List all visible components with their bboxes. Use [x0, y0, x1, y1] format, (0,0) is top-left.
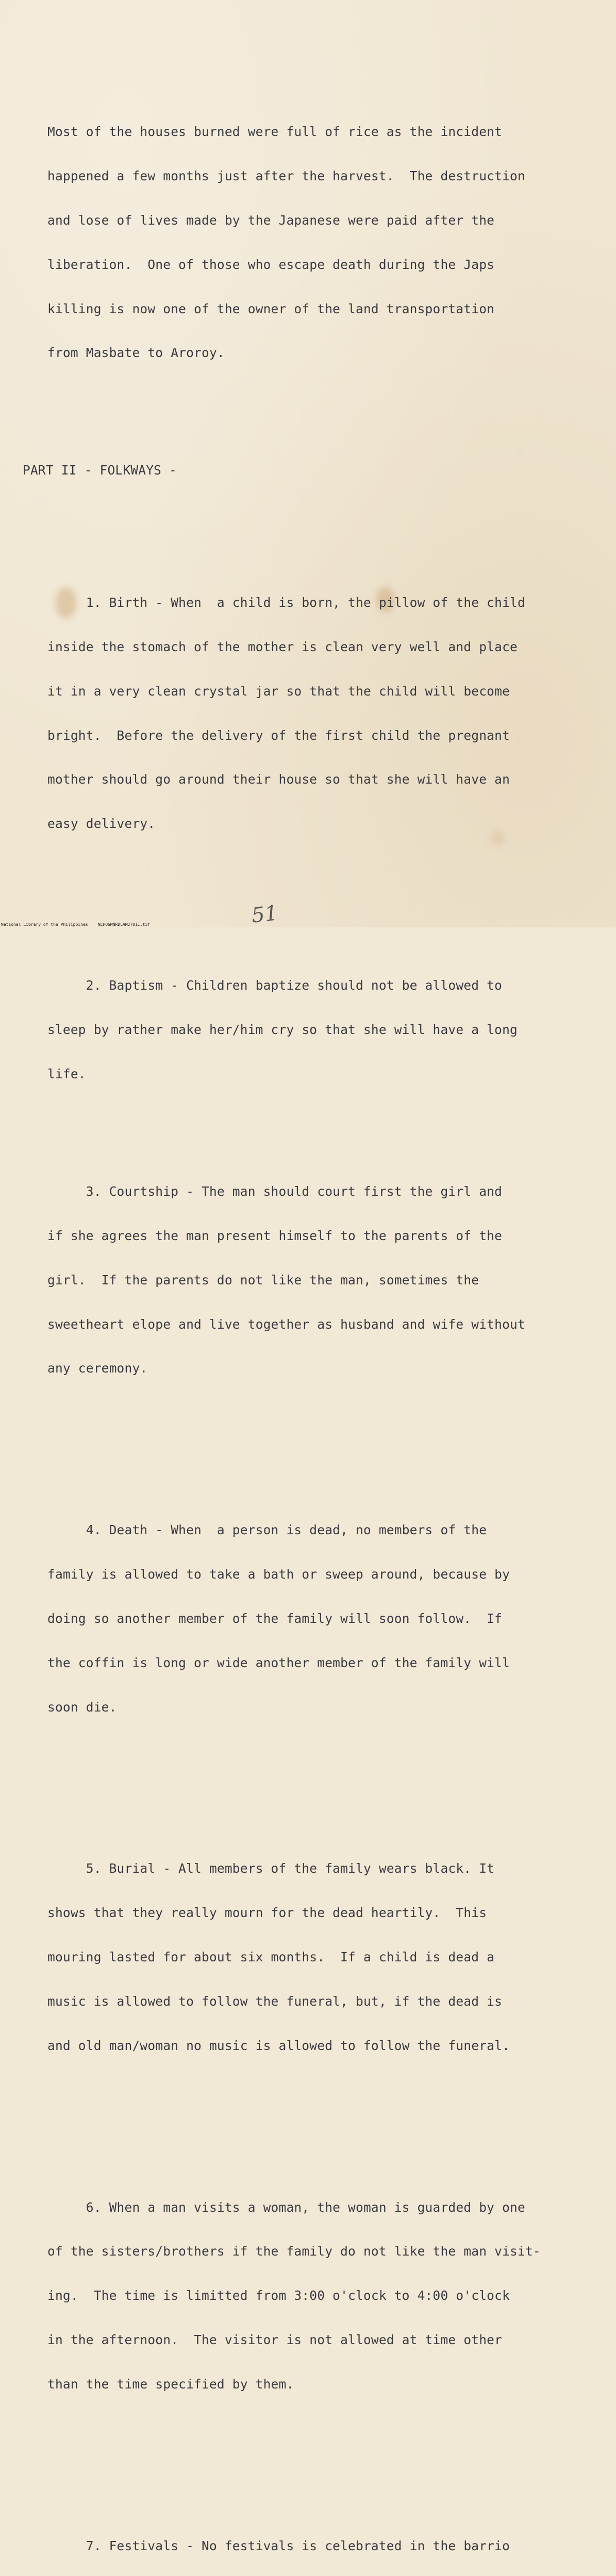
text-line: the coffin is long or wide another member of the family will: [47, 1655, 510, 1670]
folkway-visiting: [47, 2171, 599, 2421]
text-line: of the sisters/brothers if the family do not like the man visit-: [47, 2244, 541, 2259]
folkway-birth: [47, 566, 599, 861]
text-line: happened a few months just after the harvest. The destruction: [47, 168, 525, 184]
page-number: 51: [250, 901, 279, 928]
folkway-baptism: [47, 949, 599, 1111]
text-line: if she agrees the man present himself to the parents of the: [47, 1228, 503, 1244]
text-line: soon die.: [47, 1699, 117, 1715]
text-line: sweetheart elope and live together as husband and wife without: [47, 1316, 525, 1332]
text-line: Most of the houses burned were full of rice as the incident: [47, 124, 503, 140]
text-line: easy delivery.: [47, 816, 156, 832]
text-line: doing so another member of the family will soon follow. If: [47, 1611, 503, 1626]
typed-document: [23, 66, 599, 2576]
text-line: any ceremony.: [47, 1361, 148, 1376]
text-line: ing. The time is limitted from 3:00 o'clock to 4:00 o'clock: [47, 2288, 510, 2303]
text-line: and old man/woman no music is allowed to follow the funeral.: [47, 2038, 510, 2053]
text-line: mouring lasted for about six months. If a child is dead a: [47, 1950, 495, 1965]
folkway-festivals: [47, 2509, 599, 2576]
text-line: killing is now one of the owner of the land transportation: [47, 301, 495, 316]
footer-credit: National Library of the Philippines NLPOGMNRDLAM27011.tif: [1, 922, 150, 927]
text-line: mother should go around their house so that she will have an: [47, 772, 510, 787]
text-line: girl. If the parents do not like the man, sometimes the: [47, 1272, 479, 1287]
folkway-death: [47, 1494, 599, 1744]
folkway-burial: [47, 1832, 599, 2082]
text-line: 2. Baptism - Children baptize should not be allowed to: [47, 978, 503, 993]
text-line: family is allowed to take a bath or sweep around, because by: [47, 1567, 510, 1582]
text-line: 5. Burial - All members of the family wears black. It: [47, 1861, 495, 1876]
text-line: shows that they really mourn for the dead heartily. This: [47, 1905, 487, 1921]
text-line: 3. Courtship - The man should court first the girl and: [47, 1184, 503, 1199]
folkway-courtship: [47, 1155, 599, 1405]
text-line: than the time specified by them.: [47, 2376, 294, 2392]
text-line: from Masbate to Aroroy.: [47, 345, 225, 361]
text-line: and lose of lives made by the Japanese were paid after the: [47, 212, 495, 228]
text-line: 4. Death - When a person is dead, no members of the: [47, 1522, 487, 1538]
text-line: life.: [47, 1066, 86, 1081]
text-line: bright. Before the delivery of the first child the pregnant: [47, 727, 510, 743]
text-line: liberation. One of those who escape death during the Japs: [47, 257, 495, 272]
part-heading: PART II - FOLKWAYS -: [23, 463, 177, 478]
text-line: 6. When a man visits a woman, the woman is guarded by one: [47, 2199, 525, 2215]
text-line: in the afternoon. The visitor is not allowed at time other: [47, 2332, 503, 2347]
intro-paragraph: [47, 95, 599, 390]
text-line: it in a very clean crystal jar so that the child will become: [47, 683, 510, 699]
text-line: 7. Festivals - No festivals is celebrated in the barrio: [47, 2538, 510, 2553]
text-line: music is allowed to follow the funeral, but, if the dead is: [47, 1993, 503, 2009]
text-line: sleep by rather make her/him cry so that she will have a long: [47, 1022, 518, 1037]
text-line: inside the stomach of the mother is clean very well and place: [47, 639, 518, 654]
text-line: 1. Birth - When a child is born, the pillow of the child: [47, 595, 525, 611]
